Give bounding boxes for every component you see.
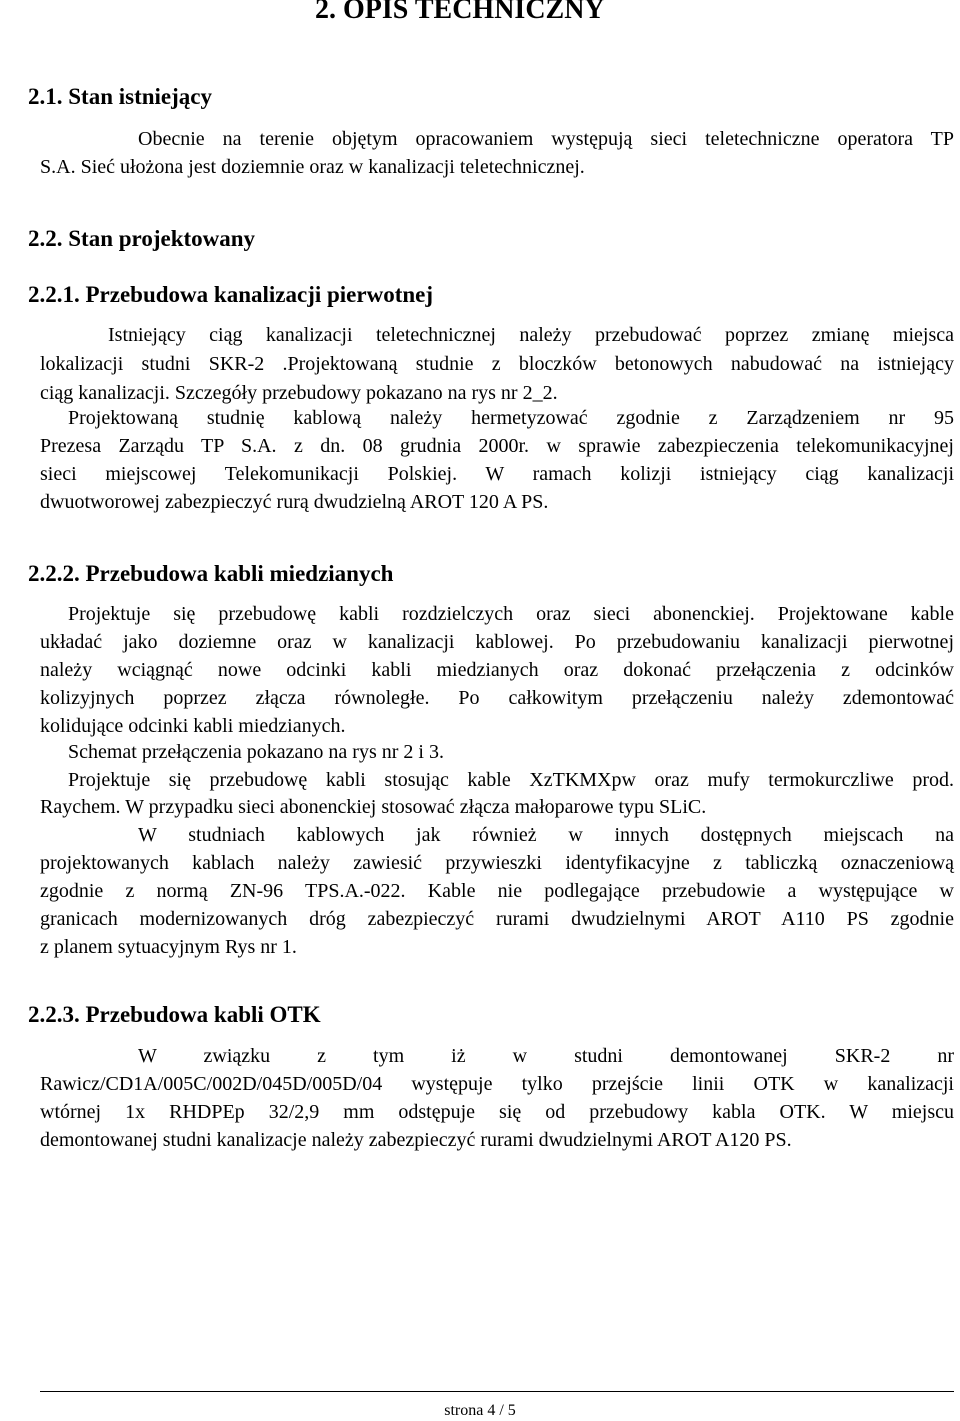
paragraph-line: projektowanych kablach należy zawiesić przywieszki identyfikacyjne z tabliczką oznaczeniową — [40, 852, 954, 874]
paragraph-line: Projektuje się przebudowę kabli stosując kable XzTKMXpw oraz mufy termokurczliwe prod. — [68, 769, 954, 791]
page-number: strona 4 / 5 — [444, 1402, 516, 1419]
paragraph-line: Rawicz/CD1A/005C/002D/045D/005D/04 występuje tylko przejście linii OTK w kanalizacji — [40, 1073, 954, 1095]
footer-divider — [40, 1391, 954, 1392]
paragraph-line: W studniach kablowych jak również w innych dostępnych miejscach na — [138, 824, 954, 846]
paragraph-line: układać jako doziemne oraz w kanalizacji kablowej. Po przebudowaniu kanalizacji pierwotnej — [40, 631, 954, 653]
paragraph-line: S.A. Sieć ułożona jest doziemnie oraz w kanalizacji teletechnicznej. — [40, 156, 585, 178]
heading-2-2: 2.2. Stan projektowany — [28, 226, 256, 251]
paragraph-line: Raychem. W przypadku sieci abonenckiej stosować złącza małoparowe typu SLiC. — [40, 796, 707, 818]
paragraph-line: Obecnie na terenie objętym opracowaniem występują sieci teletechniczne operatora TP — [138, 128, 954, 150]
paragraph-line: demontowanej studni kanalizacje należy zabezpieczyć rurami dwudzielnymi AROT A120 PS. — [40, 1129, 792, 1151]
paragraph-line: należy wciągnąć nowe odcinki kabli miedzianych oraz dokonać przełączenia z odcinków — [40, 659, 954, 681]
paragraph-line: Projektuje się przebudowę kabli rozdzielczych oraz sieci abonenckiej. Projektowane kable — [68, 603, 954, 625]
heading-2-2-3: 2.2.3. Przebudowa kabli OTK — [28, 1002, 321, 1027]
paragraph-line: z planem sytuacyjnym Rys nr 1. — [40, 936, 297, 958]
paragraph-line: kolidujące odcinki kabli miedzianych. — [40, 715, 346, 737]
paragraph-line: Prezesa Zarządu TP S.A. z dn. 08 grudnia 2000r. w sprawie zabezpieczenia telekomunikacyjnej — [40, 435, 954, 457]
paragraph-line: granicach modernizowanych dróg zabezpieczyć rurami dwudzielnymi AROT A110 PS zgodnie — [40, 908, 954, 930]
paragraph-line: W związku z tym iż w studni demontowanej SKR-2 nr — [138, 1045, 954, 1067]
paragraph-line: Istniejący ciąg kanalizacji teletechnicznej należy przebudować poprzez zmianę miejsca — [108, 324, 954, 346]
paragraph-line: lokalizacji studni SKR-2 .Projektowaną studnie z bloczków betonowych nabudować na istniejący — [40, 353, 954, 375]
paragraph-line: Schemat przełączenia pokazano na rys nr 2 i 3. — [68, 741, 444, 763]
paragraph-line: kolizyjnych poprzez złącza równoległe. Po całkowitym przełączeniu należy zdemontować — [40, 687, 954, 709]
heading-2-1: 2.1. Stan istniejący — [28, 84, 212, 109]
heading-2-2-2: 2.2.2. Przebudowa kabli miedzianych — [28, 561, 394, 586]
heading-2-2-1: 2.2.1. Przebudowa kanalizacji pierwotnej — [28, 282, 434, 307]
paragraph-line: sieci miejscowej Telekomunikacji Polskiej. W ramach kolizji istniejący ciąg kanalizacji — [40, 463, 954, 485]
paragraph-line: ciąg kanalizacji. Szczegóły przebudowy pokazano na rys nr 2_2. — [40, 382, 558, 404]
paragraph-line: dwuotworowej zabezpieczyć rurą dwudzielną AROT 120 A PS. — [40, 491, 549, 513]
section-title: 2. OPIS TECHNICZNY — [315, 0, 605, 25]
paragraph-line: zgodnie z normą ZN-96 TPS.A.-022. Kable nie podlegające przebudowie a występujące w — [40, 880, 954, 902]
paragraph-line: wtórnej 1x RHDPEp 32/2,9 mm odstępuje się od przebudowy kabla OTK. W miejscu — [40, 1101, 954, 1123]
paragraph-line: Projektowaną studnię kablową należy hermetyzować zgodnie z Zarządzeniem nr 95 — [68, 407, 954, 429]
